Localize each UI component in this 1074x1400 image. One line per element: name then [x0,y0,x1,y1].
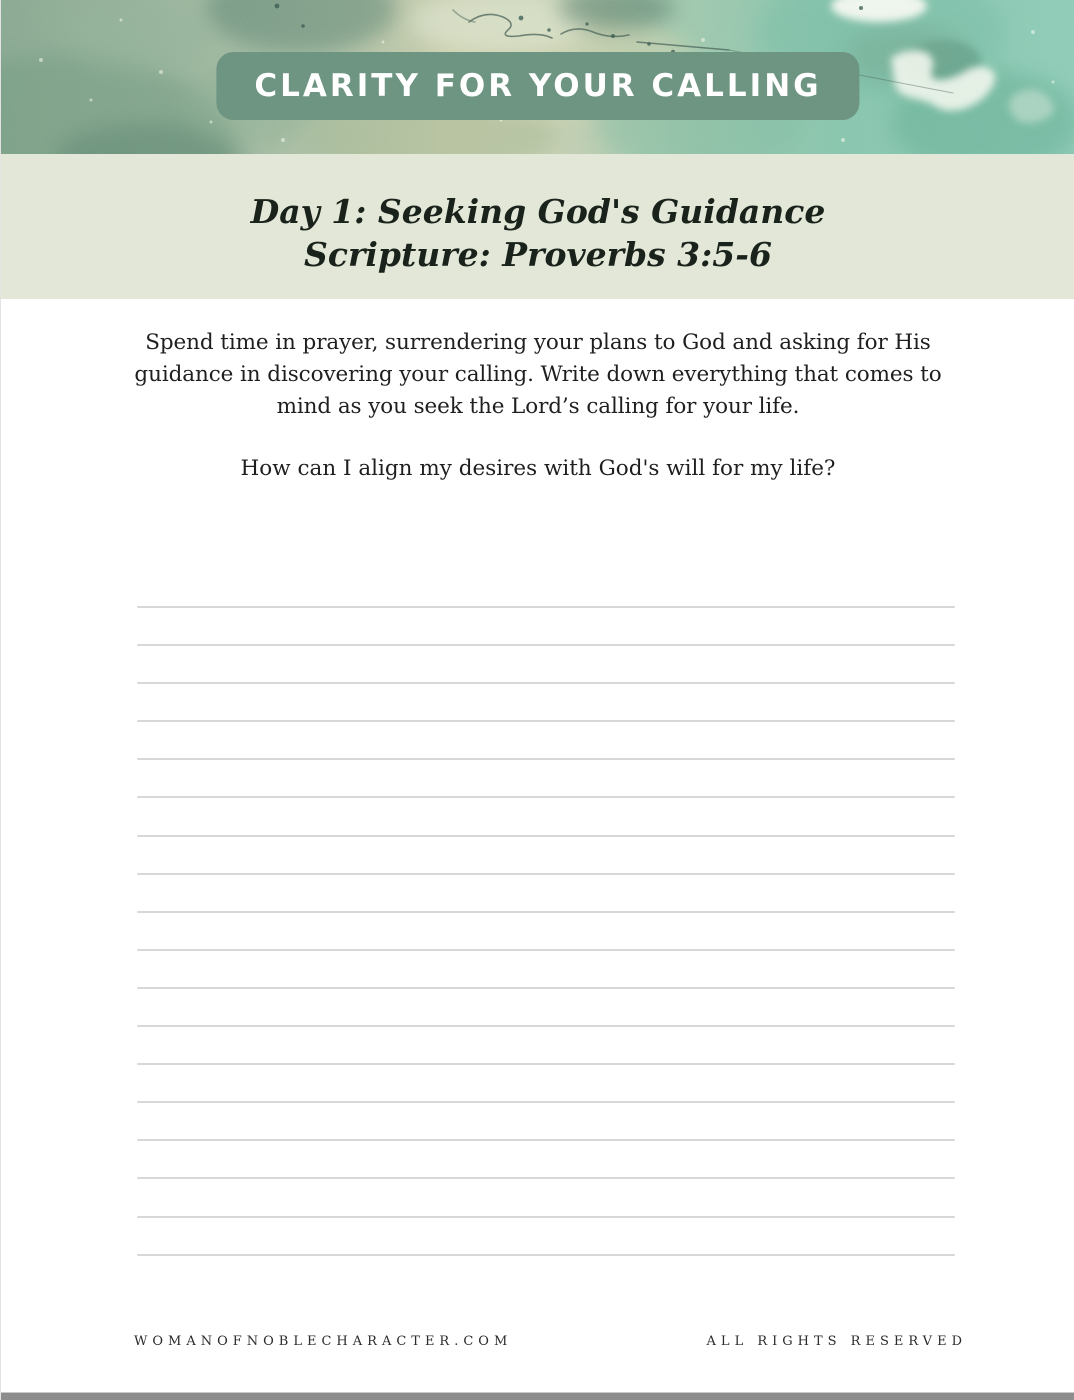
footer [1,1334,1074,1352]
rule-line [137,1177,955,1179]
rule-line [137,1216,955,1218]
title-badge [216,52,859,120]
rule-line [137,1101,955,1103]
rule-line [137,1025,955,1027]
rule-line [137,606,955,608]
instruction-line: guidance in discovering your calling. Write down everything that comes to [134,362,942,387]
rule-line [137,1254,955,1256]
rule-line [137,1063,955,1065]
scripture-title: Scripture: Proverbs 3:5-6 [304,235,772,274]
rule-line [137,796,955,798]
instruction-line: Spend time in prayer, surrendering your plans to God and asking for His [145,330,931,355]
rule-line [137,682,955,684]
badge-label: CLARITY FOR YOUR CALLING [254,68,822,104]
title-band [1,154,1074,299]
rule-line [137,873,955,875]
rule-line [137,1139,955,1141]
page-bottom-edge [1,1392,1074,1400]
writing-lines [137,606,955,1292]
rule-line [137,835,955,837]
day-title: Day 1: Seeking God's Guidance [250,192,826,231]
rights-text: ALL RIGHTS RESERVED [706,1334,967,1349]
site-url: WOMANOFNOBLECHARACTER.COM [134,1334,513,1349]
rule-line [137,720,955,722]
reflection-question: How can I align my desires with God's will for my life? [240,456,836,481]
instructions [1,327,1074,485]
rule-line [137,644,955,646]
rule-line [137,911,955,913]
rule-line [137,949,955,951]
rule-line [137,987,955,989]
instruction-line: mind as you seek the Lord’s calling for your life. [276,394,800,419]
header-watercolor-image [1,0,1074,154]
rule-line [137,758,955,760]
